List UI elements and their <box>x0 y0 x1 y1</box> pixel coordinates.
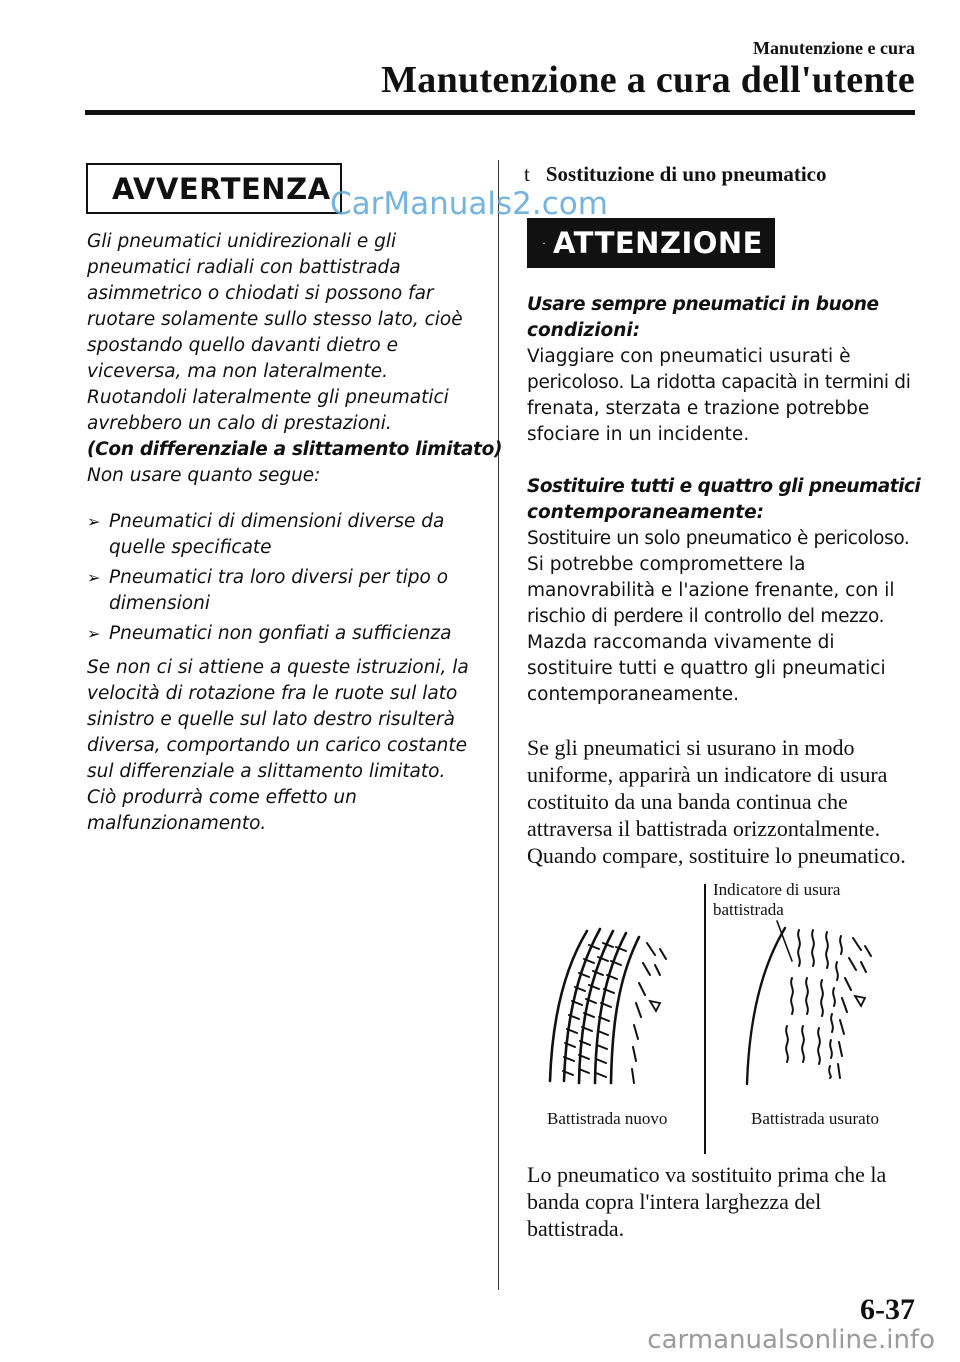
watermark-top: CarManuals2.com <box>330 186 608 222</box>
text-line: diversa, comportando un carico costante <box>87 735 468 756</box>
indicator-label-line: Indicatore di usura <box>713 880 841 899</box>
header-rule <box>85 110 915 115</box>
section-heading <box>524 162 826 187</box>
page-title: Manutenzione a cura dell'utente <box>381 59 915 101</box>
arrow-bullet-icon: ➢ <box>87 568 101 587</box>
bullet-list <box>87 509 451 647</box>
caution-heading: Usare sempre pneumatici in buone <box>527 294 879 315</box>
text-line: manovrabilità e l'azione frenante, con il <box>527 580 895 601</box>
text-line: velocità di rotazione fra le ruote sul lato <box>87 683 458 704</box>
text-line: frenata, sterzata e trazione potrebbe <box>527 398 870 419</box>
warning-paragraph <box>87 229 502 489</box>
text-line: Ruotandoli lateralmente gli pneumatici <box>87 387 449 408</box>
text-line: asimmetrico o chiodati si possono far <box>87 283 434 304</box>
text-line: spostando quello davanti dietro e <box>87 335 398 356</box>
text-line: malfunzionamento. <box>87 813 267 834</box>
body-paragraph <box>527 734 906 869</box>
arrow-bullet-icon: ➢ <box>87 624 101 643</box>
text-line: costituito da una banda continua che <box>527 789 848 814</box>
header-section-label: Manutenzione e cura <box>753 38 915 58</box>
closing-paragraph <box>87 655 469 837</box>
list-item <box>87 565 451 617</box>
bullet-text: Pneumatici di dimensioni diverse da <box>109 511 445 532</box>
caution-heading: Sostituire tutti e quattro gli pneumatici <box>527 476 921 497</box>
new-tread-illustration <box>542 921 687 1091</box>
caution-heading: contemporaneamente: <box>527 502 765 523</box>
caution-label: ATTENZIONE <box>552 226 763 260</box>
lsd-heading: (Con differenziale a slittamento limitato) <box>87 439 503 460</box>
warning-label: AVVERTENZA <box>112 171 331 206</box>
indicator-label-line: battistrada <box>713 900 784 919</box>
text-line: banda copra l'intera larghezza del <box>527 1189 822 1214</box>
text-line: Sostituire un solo pneumatico è pericoloso. <box>527 528 910 549</box>
text-line: contemporaneamente. <box>527 684 739 705</box>
text-line: sfociare in un incidente. <box>527 424 750 445</box>
bullet-text: Pneumatici non gonfiati a sufficienza <box>109 623 452 644</box>
text-line: pneumatici radiali con battistrada <box>87 257 401 278</box>
worn-tread-illustration <box>737 916 887 1091</box>
warning-triangle-icon <box>543 228 545 258</box>
bullet-text: dimensioni <box>109 593 210 614</box>
watermark-bottom: carmanualsonline.info <box>647 1325 935 1355</box>
page-number: 6-37 <box>860 1293 915 1326</box>
text-line: sul differenziale a slittamento limitato. <box>87 761 446 782</box>
text-line: avrebbero un calo di prestazioni. <box>87 413 392 434</box>
tread-wear-figure <box>527 876 917 1156</box>
text-line: Gli pneumatici unidirezionali e gli <box>87 231 397 252</box>
caution-heading: condizioni: <box>527 320 641 341</box>
text-line: attraversa il battistrada orizzontalmente. <box>527 816 881 841</box>
indicator-label <box>713 880 840 920</box>
text-line: uniforme, apparirà un indicatore di usura <box>527 762 888 787</box>
section-title: Sostituzione di uno pneumatico <box>545 162 827 186</box>
section-marker: t <box>524 162 530 186</box>
text-line: ruotare solamente sullo stesso lato, cioè <box>87 309 463 330</box>
text-line: Si potrebbe compromettere la <box>527 554 806 575</box>
worn-tread-label: Battistrada usurato <box>751 1109 879 1128</box>
caution-box <box>527 218 775 268</box>
new-tread-label: Battistrada nuovo <box>547 1109 668 1128</box>
text-line: Viaggiare con pneumatici usurati è <box>527 346 851 367</box>
text-line: Quando compare, sostituire lo pneumatico. <box>527 843 906 868</box>
text-line: pericoloso. La ridotta capacità in termini di <box>527 372 911 393</box>
arrow-bullet-icon: ➢ <box>87 512 101 531</box>
warning-box <box>86 163 342 214</box>
text-line: Se non ci si attiene a queste istruzioni, la <box>87 657 469 678</box>
text-line: Se gli pneumatici si usurano in modo <box>527 735 855 760</box>
text-line: battistrada. <box>527 1216 625 1241</box>
bullet-text: Pneumatici tra loro diversi per tipo o <box>109 567 449 588</box>
text-line: rischio di perdere il controllo del mezzo. <box>527 606 885 627</box>
list-item <box>87 509 451 561</box>
text-line: Lo pneumatico va sostituito prima che la <box>527 1162 887 1187</box>
figure-divider <box>704 884 706 1154</box>
list-item <box>87 621 451 647</box>
lsd-intro: Non usare quanto segue: <box>87 465 321 486</box>
text-line: sinistro e quelle sul lato destro risulterà <box>87 709 455 730</box>
text-line: viceversa, ma non lateralmente. <box>87 361 389 382</box>
bullet-text: quelle specificate <box>109 537 272 558</box>
caution-text <box>527 292 920 708</box>
text-line: Ciò produrrà come effetto un <box>87 787 357 808</box>
text-line: Mazda raccomanda vivamente di <box>527 632 835 653</box>
final-paragraph <box>527 1161 886 1242</box>
text-line: sostituire tutti e quattro gli pneumatici <box>527 658 886 679</box>
